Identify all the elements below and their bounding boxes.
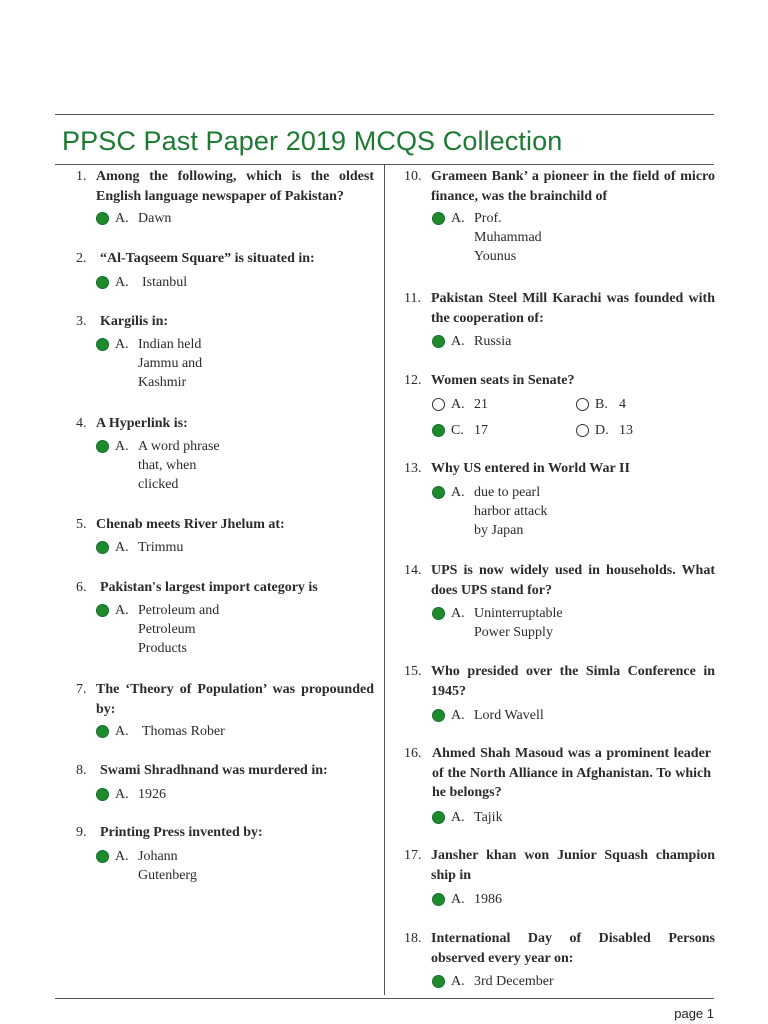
option-7a[interactable] xyxy=(96,722,144,742)
selected-radio-icon xyxy=(96,788,109,801)
option-4a[interactable] xyxy=(96,437,144,457)
option-17a[interactable] xyxy=(432,890,480,910)
option-letter: A. xyxy=(115,275,129,290)
option-text: Lord Wavell xyxy=(474,708,544,723)
radio-icon xyxy=(432,398,445,411)
selected-radio-icon xyxy=(432,893,445,906)
question-number: 18. xyxy=(404,931,422,946)
option-text: Russia xyxy=(474,334,512,349)
option-text: 17 xyxy=(474,423,488,438)
question-number: 6. xyxy=(76,580,87,595)
question-text: Printing Press invented by: xyxy=(100,825,263,840)
option-10a[interactable] xyxy=(432,209,480,229)
question-text: A Hyperlink is: xyxy=(96,416,188,431)
top-rule xyxy=(55,114,714,115)
option-letter: A. xyxy=(451,892,465,907)
question-text: Kargilis in: xyxy=(100,314,169,329)
option-5a[interactable] xyxy=(96,538,144,558)
selected-radio-icon xyxy=(96,212,109,225)
question-text: UPS is now widely used in households. What does UPS stand for? xyxy=(431,563,715,598)
selected-radio-icon xyxy=(96,338,109,351)
option-letter: A. xyxy=(451,974,465,989)
option-text: Prof. Muhammad Younus xyxy=(474,211,542,264)
selected-radio-icon xyxy=(432,335,445,348)
option-letter: A. xyxy=(115,849,129,864)
selected-radio-icon xyxy=(96,440,109,453)
option-15a[interactable] xyxy=(432,706,480,726)
page-number: page 1 xyxy=(674,1006,714,1021)
question-text: Women seats in Senate? xyxy=(431,373,575,388)
option-text: A word phrase that, when clicked xyxy=(138,439,220,492)
option-text: 1986 xyxy=(474,892,502,907)
option-2a[interactable] xyxy=(96,273,144,293)
option-text: Dawn xyxy=(138,211,172,226)
question-number: 3. xyxy=(76,314,87,329)
option-13a[interactable] xyxy=(432,483,480,503)
option-18a[interactable] xyxy=(432,972,480,992)
option-letter: A. xyxy=(451,397,465,412)
question-number: 13. xyxy=(404,461,422,476)
option-14a[interactable] xyxy=(432,604,480,624)
option-letter: A. xyxy=(451,708,465,723)
page-title: PPSC Past Paper 2019 MCQS Collection xyxy=(62,126,563,156)
option-6a[interactable] xyxy=(96,601,144,621)
option-letter: A. xyxy=(451,211,465,226)
radio-icon xyxy=(576,424,589,437)
question-text: “Al-Taqseem Square” is situated in: xyxy=(100,251,315,266)
option-letter: A. xyxy=(115,603,129,618)
option-text: Johann Gutenberg xyxy=(138,849,197,883)
question-number: 9. xyxy=(76,825,87,840)
selected-radio-icon xyxy=(432,607,445,620)
question-text: Swami Shradhnand was murdered in: xyxy=(100,763,328,778)
bottom-rule xyxy=(55,998,714,999)
option-9a[interactable] xyxy=(96,847,144,867)
question-number: 16. xyxy=(404,746,422,761)
question-text: Who presided over the Simla Conference in 1945? xyxy=(431,664,715,699)
option-1a[interactable] xyxy=(96,209,144,229)
question-number: 10. xyxy=(404,169,422,184)
question-number: 14. xyxy=(404,563,422,578)
question-number: 11. xyxy=(404,291,421,306)
question-number: 17. xyxy=(404,848,422,863)
selected-radio-icon xyxy=(96,725,109,738)
selected-radio-icon xyxy=(432,811,445,824)
option-16a[interactable] xyxy=(432,808,480,828)
question-text: Chenab meets River Jhelum at: xyxy=(96,517,285,532)
option-letter: A. xyxy=(451,606,465,621)
question-number: 12. xyxy=(404,373,422,388)
question-text: Pakistan's largest import category is xyxy=(100,580,318,595)
option-3a[interactable] xyxy=(96,335,144,355)
question-number: 8. xyxy=(76,763,87,778)
option-text: Thomas Rober xyxy=(142,724,225,739)
selected-radio-icon xyxy=(432,212,445,225)
option-text: 13 xyxy=(619,423,633,438)
option-letter: A. xyxy=(115,439,129,454)
option-text: Petroleum and Petroleum Products xyxy=(138,603,220,656)
option-text: 1926 xyxy=(138,787,166,802)
question-number: 2. xyxy=(76,251,87,266)
option-12a[interactable] xyxy=(432,395,480,415)
question-text: Grameen Bank’ a pioneer in the field of micro finance, was the brainchild of xyxy=(431,169,715,204)
option-8a[interactable] xyxy=(96,785,144,805)
selected-radio-icon xyxy=(96,541,109,554)
option-text: Tajik xyxy=(474,810,503,825)
option-text: 3rd December xyxy=(474,974,554,989)
question-text: Jansher khan won Junior Squash champion ship in xyxy=(431,848,715,883)
selected-radio-icon xyxy=(432,486,445,499)
selected-radio-icon xyxy=(432,424,445,437)
selected-radio-icon xyxy=(432,709,445,722)
option-letter: A. xyxy=(115,337,129,352)
option-text: Indian held Jammu and Kashmir xyxy=(138,337,203,390)
question-text: International Day of Disabled Persons observed every year on: xyxy=(431,931,715,966)
option-letter: A. xyxy=(115,787,129,802)
option-letter: A. xyxy=(451,485,465,500)
question-text: Why US entered in World War II xyxy=(431,461,630,476)
question-number: 15. xyxy=(404,664,422,679)
selected-radio-icon xyxy=(96,604,109,617)
option-11a[interactable] xyxy=(432,332,480,352)
option-letter: A. xyxy=(115,211,129,226)
selected-radio-icon xyxy=(96,276,109,289)
option-12b[interactable] xyxy=(576,395,624,415)
option-letter: A. xyxy=(115,540,129,555)
option-12c[interactable] xyxy=(432,421,480,441)
option-12d[interactable] xyxy=(576,421,624,441)
option-letter: A. xyxy=(115,724,129,739)
question-text: Ahmed Shah Masoud was a prominent leader of the North Alliance in Afghanistan. To which he belongs? xyxy=(432,746,711,800)
option-letter: B. xyxy=(595,397,608,412)
option-text: due to pearl harbor attack by Japan xyxy=(474,485,548,538)
question-number: 7. xyxy=(76,682,87,697)
selected-radio-icon xyxy=(96,850,109,863)
column-divider xyxy=(384,164,385,995)
option-letter: A. xyxy=(451,334,465,349)
question-number: 5. xyxy=(76,517,87,532)
option-letter: C. xyxy=(451,423,464,438)
option-letter: A. xyxy=(451,810,465,825)
option-text: 4 xyxy=(619,397,626,412)
option-text: 21 xyxy=(474,397,488,412)
question-number: 1. xyxy=(76,169,87,184)
question-number: 4. xyxy=(76,416,87,431)
radio-icon xyxy=(576,398,589,411)
question-text: Among the following, which is the oldest English language newspaper of Pakistan? xyxy=(96,169,374,204)
question-text: Pakistan Steel Mill Karachi was founded with the cooperation of: xyxy=(431,291,715,326)
selected-radio-icon xyxy=(432,975,445,988)
question-text: The ‘Theory of Population’ was propounded by: xyxy=(96,682,374,717)
option-text: Trimmu xyxy=(138,540,184,555)
option-text: Istanbul xyxy=(142,275,188,290)
option-letter: D. xyxy=(595,423,609,438)
option-text: Uninterruptable Power Supply xyxy=(474,606,563,640)
